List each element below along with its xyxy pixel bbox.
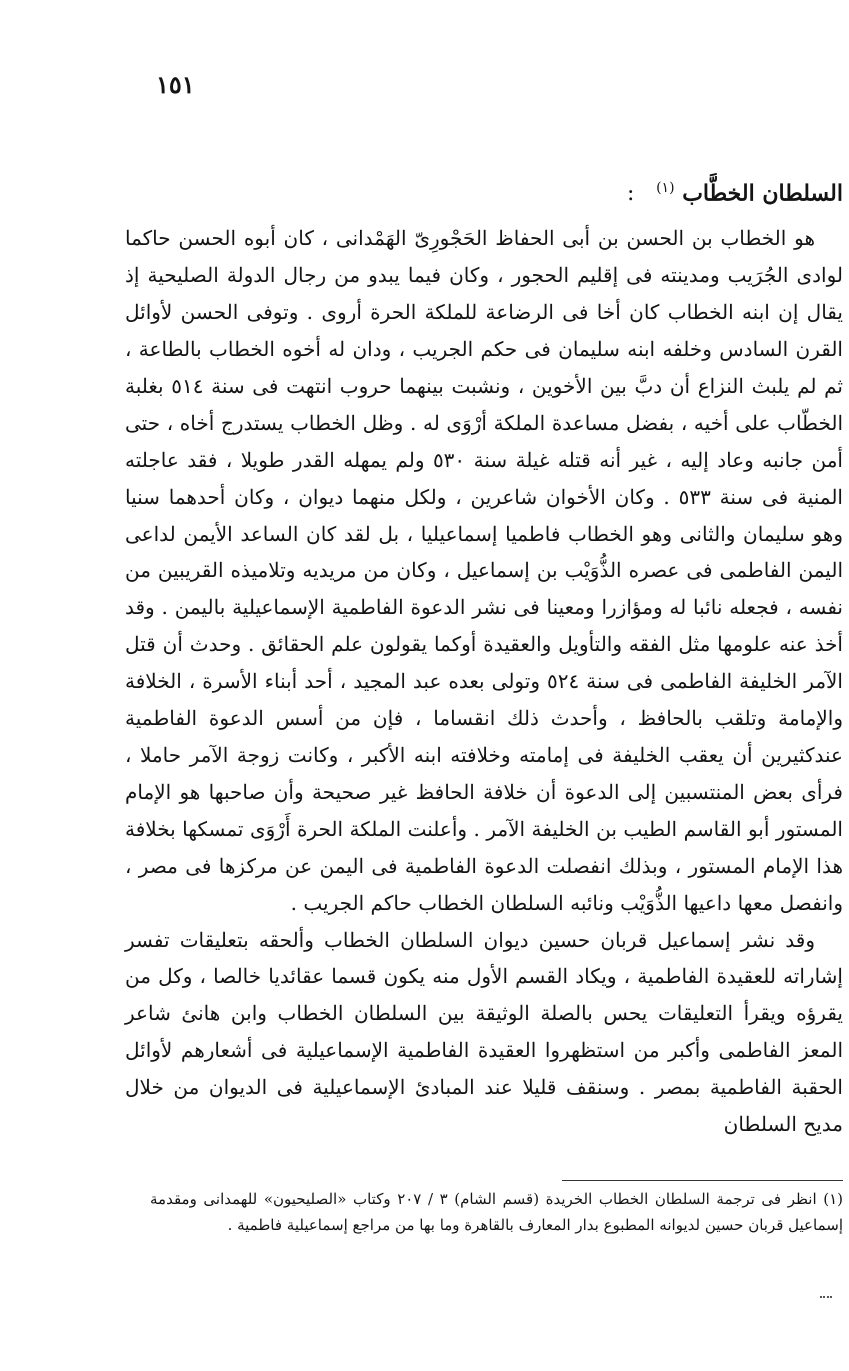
footnote-divider [562, 1180, 843, 1181]
paragraph-2: وقد نشر إسماعيل قربان حسين ديوان السلطان الخطاب وألحقه بتعليقات تفسر إشاراته للعقيدة الفاطمية ، ويكاد القسم الأول منه يكون قسما عقائديا خالصا ، وكل من يقرؤه ويقرأ التعليقات يحس بالصلة الوثيقة بين السلطان الخطاب وابن هانئ شاعر المعز الفاطمى وأكبر من استظهروا العقيدة الفاطمية الإسماعيلية فى أشعارهم لأوائل الحقبة الفاطمية بمصر . وسنقف قليلا عند المبادئ الإسماعيلية فى الديوان من خلال مديح السلطان [125, 927, 843, 1137]
page-number: ١٥١ [156, 70, 195, 99]
footnote: (١) انظر فى ترجمة السلطان الخطاب الخريدة (قسم الشام) ٣ / ٢٠٧ وكتاب «الصليحيون» للهمدانى ومقدمة إسماعيل قربان حسين لديوانه المطبوع بدار المعارف بالقاهرة وما بها من مراجع إسماعيلية فاطمية . [150, 1190, 843, 1234]
section-heading [125, 168, 843, 214]
heading-title: السلطان الخطَّاب [682, 180, 843, 207]
scan-artifact [820, 1296, 832, 1301]
main-text [125, 168, 843, 1143]
heading-colon: : [626, 181, 635, 207]
footnote-marker: (١) [656, 180, 675, 196]
paragraph-1: هو الخطاب بن الحسن بن أبى الحفاظ الحَجْورِىّ الهَمْدانى ، كان أبوه الحسن حاكما لوادى الجُرَيب ومدينته فى إقليم الحجور ، وكان فيما يبدو من رجال الدولة الصليحية إذ يقال إن ابنه الخطاب كان أخا فى الرضاعة للملكة الحرة أروى . وتوفى الحسن لأوائل القرن السادس وخلفه ابنه سليمان فى حكم الجريب ، ودان له أخوه الخطاب بالطاعة ، ثم لم يلبث النزاع أن دبَّ بين الأخوين ، ونشبت بينهما حروب انتهت فى سنة ٥١٤ بغلبة الخطّاب على أخيه ، بفضل مساعدة الملكة أرْوَى له . وظل الخطاب يستدرج أخاه ، حتى أمن جانبه وعاد إليه ، غير أنه قتله غيلة سنة ٥٣٠ ولم يمهله القدر طويلا ، فقد عاجلته المنية فى سنة ٥٣٣ . وكان الأخوان شاعرين ، ولكل منهما ديوان ، وكان أحدهما سنيا وهو سليمان والثانى وهو الخطاب فاطميا إسماعيليا ، بل لقد كان الساعد الأيمن لداعى اليمن الفاطمى فى عصره الذُّوَيْب بن إسماعيل ، وكان من مريديه وتلاميذه القريبين من نفسه ، فجعله نائبا له ومؤازرا ومعينا فى نشر الدعوة الفاطمية الإسماعيلية باليمن . وقد أخذ عنه علومها مثل الفقه والتأويل والعقيدة أوكما يقولون علم الحقائق . وحدث أن قتل الآمر الخليفة الفاطمى فى سنة ٥٢٤ وتولى بعده عبد المجيد ، أحد أبناء الأسرة ، الخلافة والإمامة وتلقب بالحافظ ، وأحدث ذلك انقساما ، فإن من أسس الدعوة الفاطمية عندكثيرين أن يعقب الخليفة فى إمامته وخلافته ابنه الأكبر ، وكانت زوجة الآمر حاملا ، فرأى بعض المنتسبين إلى الدعوة أن خلافة الحافظ غير صحيحة وأن صاحبها هو الإمام المستور أبو القاسم الطيب بن الخليفة الآمر . وأعلنت الملكة الحرة أَرْوَى تمسكها بخلافة هذا الإمام المستور ، وبذلك انفصلت الدعوة الفاطمية فى اليمن عن مركزها فى مصر ، وانفصل معها داعيها الذُّوَيْب ونائبه السلطان الخطاب حاكم الجريب . [125, 226, 844, 915]
